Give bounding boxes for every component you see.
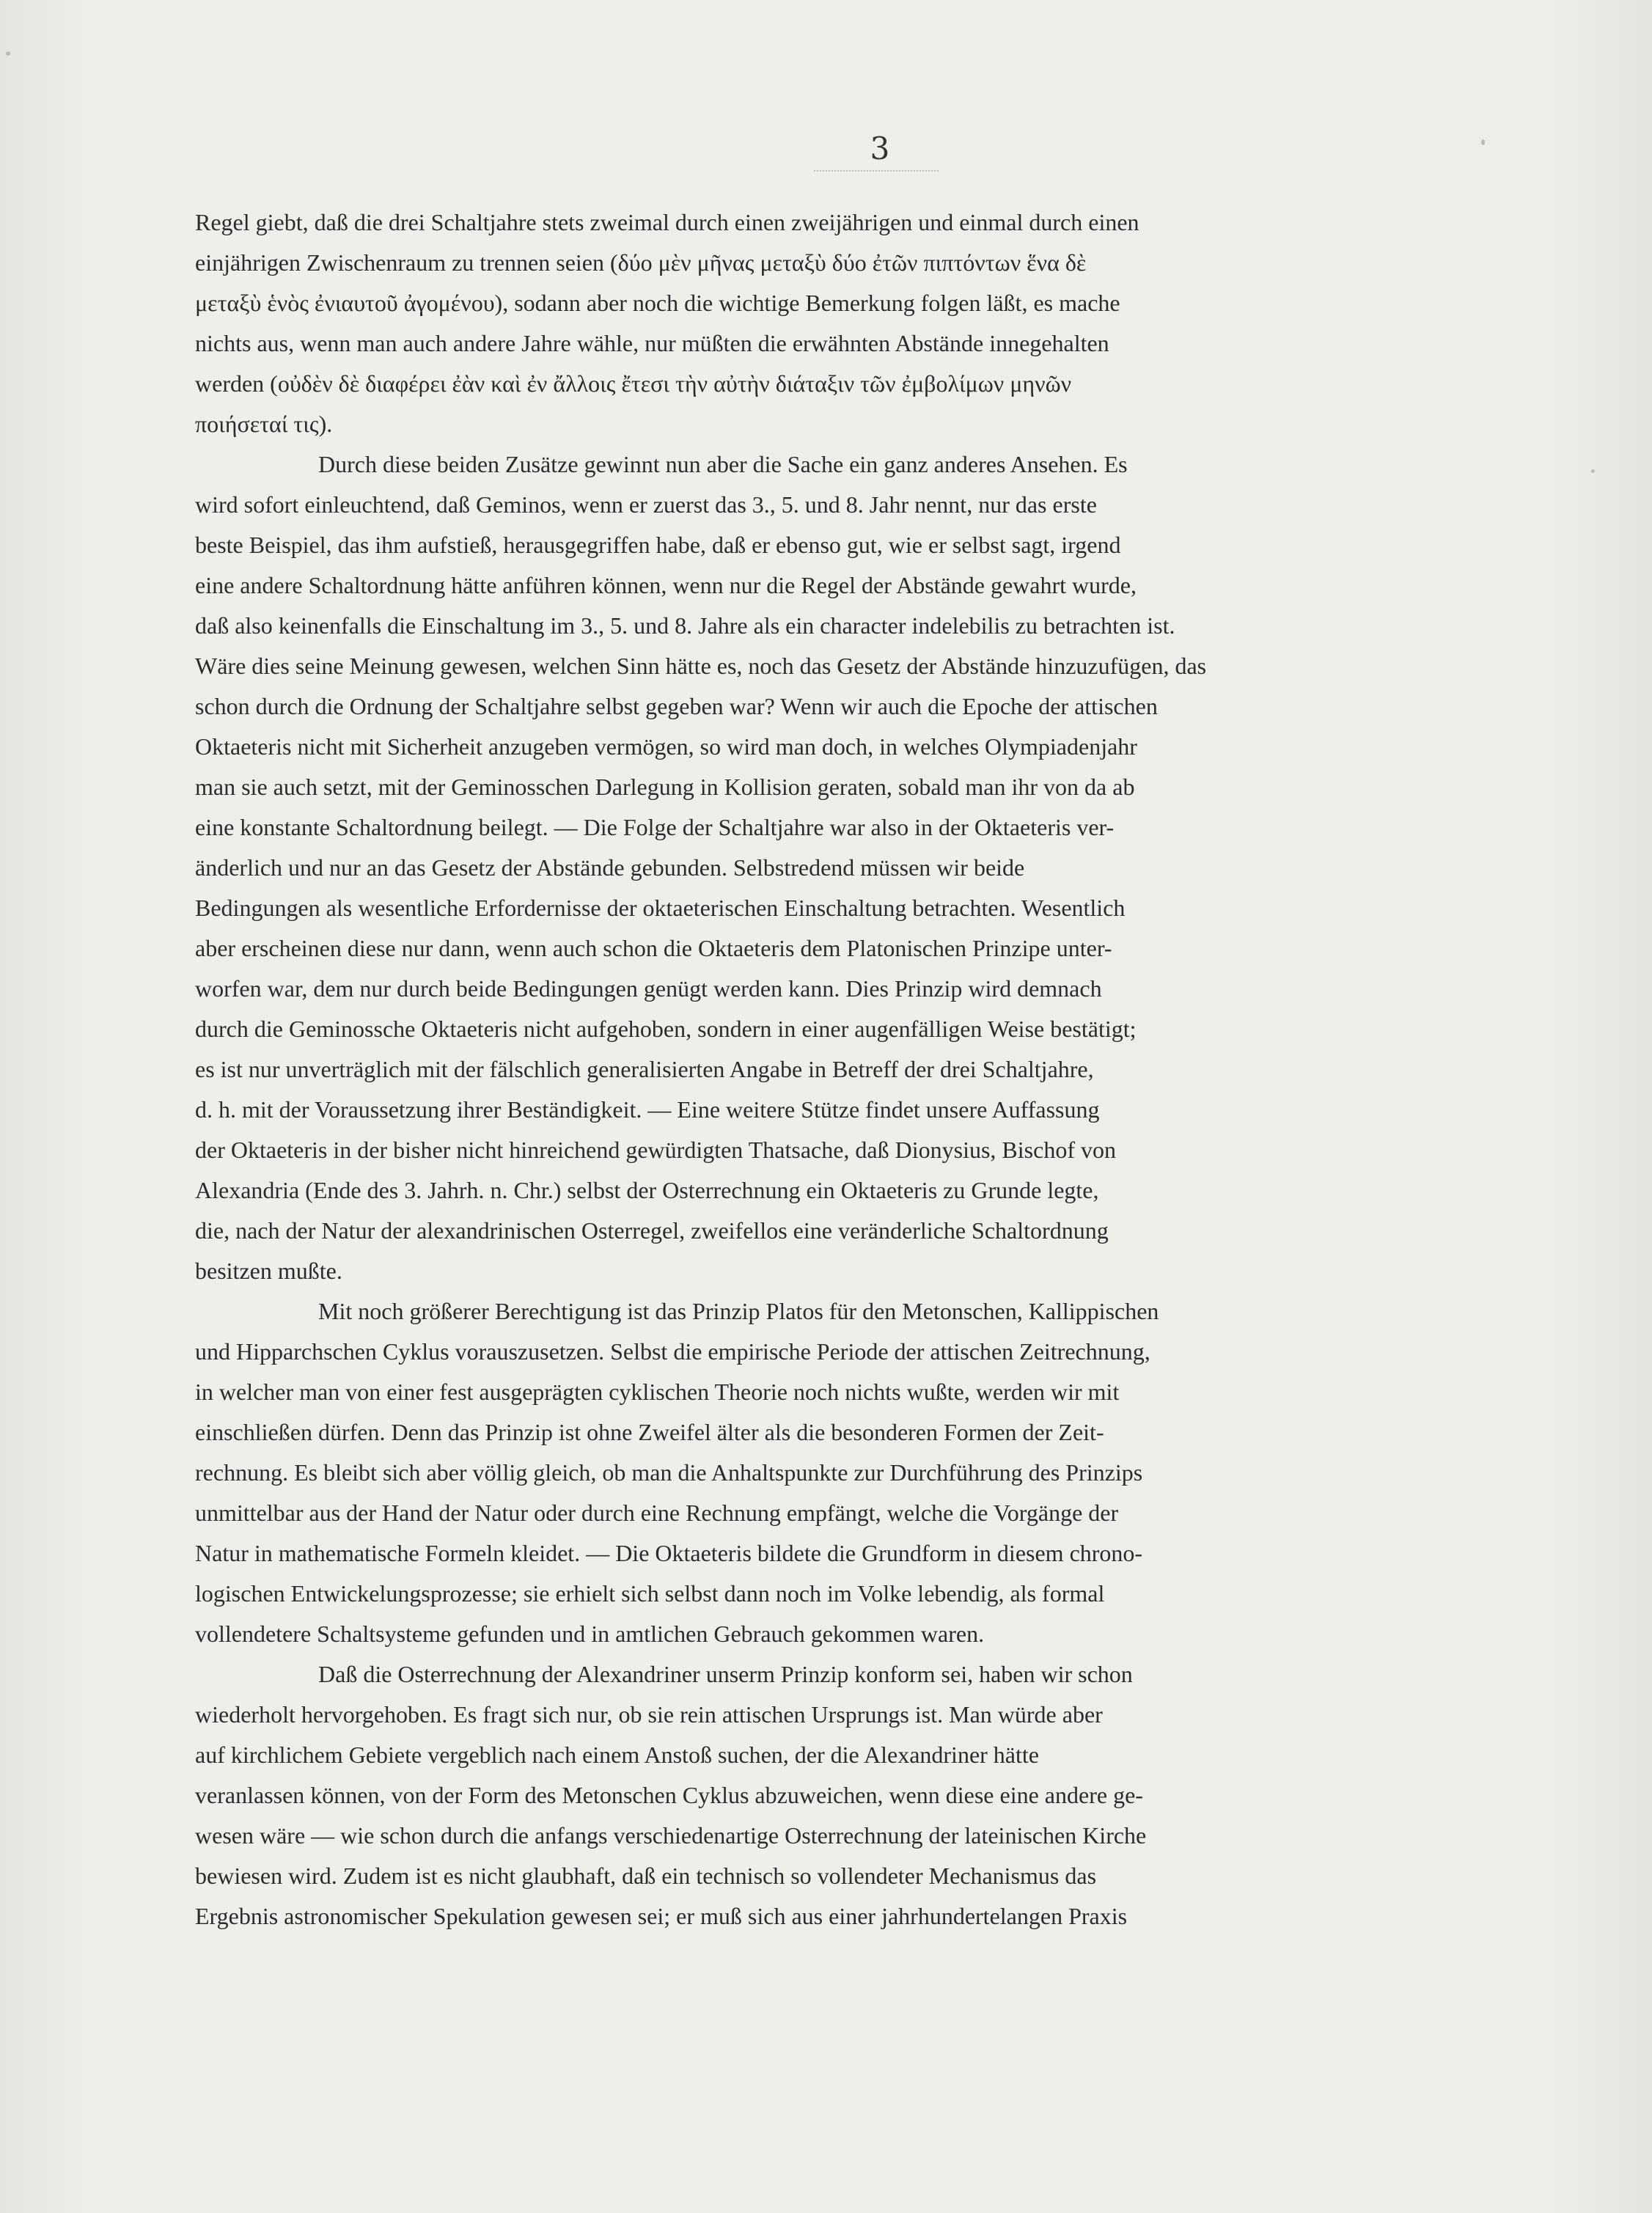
- text-line: werden (οὐδὲν δὲ διαφέρει ἐὰν καὶ ἐν ἄλλοις ἔτεσι τὴν αὐτὴν διάταξιν τῶν ἐμβολίμων μηνῶν: [195, 370, 1072, 397]
- text-line: wesen wäre — wie schon durch die anfangs verschiedenartige Osterrechnung der lateinischen Kirche: [195, 1822, 1147, 1849]
- text-line: einjährigen Zwischenraum zu trennen seien (δύο μὲν μῆνας μεταξὺ δύο ἐτῶν πιπτόντων ἕνα δὲ: [195, 249, 1087, 276]
- text-line: logischen Entwickelungsprozesse; sie erhielt sich selbst dann noch im Volke lebendig, als formal: [195, 1580, 1105, 1607]
- text-line: ποιήσεταί τις).: [195, 411, 333, 437]
- text-line: Durch diese beiden Zusätze gewinnt nun aber die Sache ein ganz anderes Ansehen. Es: [318, 451, 1128, 477]
- text-line: d. h. mit der Voraussetzung ihrer Beständigkeit. — Eine weitere Stütze findet unsere Auffassung: [195, 1096, 1100, 1123]
- body-text: [195, 202, 1559, 1937]
- text-line: Ergebnis astronomischer Spekulation gewesen sei; er muß sich aus einer jahrhundertelangen Praxis: [195, 1903, 1128, 1929]
- text-line: beste Beispiel, das ihm aufstieß, herausgegriffen habe, daß er ebenso gut, wie er selbst sagt, irgend: [195, 532, 1121, 558]
- text-line: es ist nur unverträglich mit der fälschlich generalisierten Angabe in Betreff der drei Schaltjahre,: [195, 1056, 1094, 1082]
- text-line: aber erscheinen diese nur dann, wenn auch schon die Oktaeteris dem Platonischen Prinzipe unter-: [195, 935, 1112, 961]
- paragraph-4: [195, 1654, 1559, 1937]
- paper-speck: [1481, 139, 1485, 145]
- paragraph-1: [195, 202, 1559, 444]
- text-line: der Oktaeteris in der bisher nicht hinreichend gewürdigten Thatsache, daß Dionysius, Bischof von: [195, 1137, 1116, 1163]
- text-line: rechnung. Es bleibt sich aber völlig gleich, ob man die Anhaltspunkte zur Durchführung des Prinzips: [195, 1459, 1143, 1486]
- text-line: μεταξὺ ἑνὸς ἐνιαυτοῦ ἀγομένου), sodann aber noch die wichtige Bemerkung folgen läßt, es mache: [195, 290, 1120, 316]
- text-line: wiederholt hervorgehoben. Es fragt sich nur, ob sie rein attischen Ursprungs ist. Man würde aber: [195, 1701, 1103, 1728]
- text-line: Alexandria (Ende des 3. Jahrh. n. Chr.) selbst der Osterrechnung ein Oktaeteris zu Grunde legte,: [195, 1177, 1099, 1203]
- text-line: vollendetere Schaltsysteme gefunden und in amtlichen Gebrauch gekommen waren.: [195, 1621, 985, 1647]
- text-line: besitzen mußte.: [195, 1258, 342, 1284]
- text-line: Natur in mathematische Formeln kleidet. — Die Oktaeteris bildete die Grundform in diesem chrono-: [195, 1540, 1143, 1566]
- text-line: durch die Geminossche Oktaeteris nicht aufgehoben, sondern in einer augenfälligen Weise bestätigt;: [195, 1016, 1137, 1042]
- text-line: auf kirchlichem Gebiete vergeblich nach einem Anstoß suchen, der die Alexandriner hätte: [195, 1742, 1039, 1768]
- text-line: einschließen dürfen. Denn das Prinzip ist ohne Zweifel älter als die besonderen Formen der Zeit-: [195, 1419, 1104, 1445]
- text-line: die, nach der Natur der alexandrinischen Osterregel, zweifellos eine veränderliche Schaltordnung: [195, 1217, 1109, 1244]
- paper-speck: [1591, 469, 1595, 473]
- paragraph-2: [195, 444, 1559, 1291]
- text-line: in welcher man von einer fest ausgeprägten cyklischen Theorie noch nichts wußte, werden wir mit: [195, 1379, 1120, 1405]
- text-line: Regel giebt, daß die drei Schaltjahre stets zweimal durch einen zweijährigen und einmal durch einen: [195, 209, 1139, 235]
- text-line: Oktaeteris nicht mit Sicherheit anzugeben vermögen, so wird man doch, in welches Olympiadenjahr: [195, 733, 1137, 760]
- text-line: Wäre dies seine Meinung gewesen, welchen Sinn hätte es, noch das Gesetz der Abstände hinzuzufügen, das: [195, 653, 1207, 679]
- text-line: worfen war, dem nur durch beide Bedingungen genügt werden kann. Dies Prinzip wird demnach: [195, 975, 1102, 1002]
- text-line: änderlich und nur an das Gesetz der Abstände gebunden. Selbstredend müssen wir beide: [195, 854, 1025, 881]
- text-line: veranlassen können, von der Form des Metonschen Cyklus abzuweichen, wenn diese eine andere ge-: [195, 1782, 1143, 1808]
- text-line: und Hipparchschen Cyklus vorauszusetzen. Selbst die empirische Periode der attischen Zeitrechnung,: [195, 1338, 1150, 1365]
- text-line: eine konstante Schaltordnung beilegt. — Die Folge der Schaltjahre war also in der Oktaeteris ver-: [195, 814, 1115, 840]
- ornament-divider: [814, 170, 939, 177]
- page-number: 3: [870, 131, 890, 166]
- text-line: man sie auch setzt, mit der Geminosschen Darlegung in Kollision geraten, sobald man ihr von da ab: [195, 774, 1135, 800]
- text-line: schon durch die Ordnung der Schaltjahre selbst gegeben war? Wenn wir auch die Epoche der attischen: [195, 693, 1158, 719]
- text-line: nichts aus, wenn man auch andere Jahre wähle, nur müßten die erwähnten Abstände innegehalten: [195, 330, 1109, 356]
- text-line: Daß die Osterrechnung der Alexandriner unserm Prinzip konform sei, haben wir schon: [318, 1661, 1133, 1687]
- text-line: wird sofort einleuchtend, daß Geminos, wenn er zuerst das 3., 5. und 8. Jahr nennt, nur das erste: [195, 491, 1097, 518]
- text-line: eine andere Schaltordnung hätte anführen können, wenn nur die Regel der Abstände gewahrt wurde,: [195, 572, 1137, 598]
- paragraph-3: [195, 1291, 1559, 1654]
- text-line: bewiesen wird. Zudem ist es nicht glaubhaft, daß ein technisch so vollendeter Mechanismus das: [195, 1862, 1097, 1889]
- text-line: Bedingungen als wesentliche Erfordernisse der oktaeterischen Einschaltung betrachten. Wesentlich: [195, 895, 1126, 921]
- text-line: unmittelbar aus der Hand der Natur oder durch eine Rechnung empfängt, welche die Vorgänge der: [195, 1500, 1119, 1526]
- paper-speck: [6, 51, 10, 56]
- text-line: daß also keinenfalls die Einschaltung im 3., 5. und 8. Jahre als ein character indelebilis zu betrachten ist.: [195, 612, 1175, 639]
- text-line: Mit noch größerer Berechtigung ist das Prinzip Platos für den Metonschen, Kallippischen: [318, 1298, 1159, 1324]
